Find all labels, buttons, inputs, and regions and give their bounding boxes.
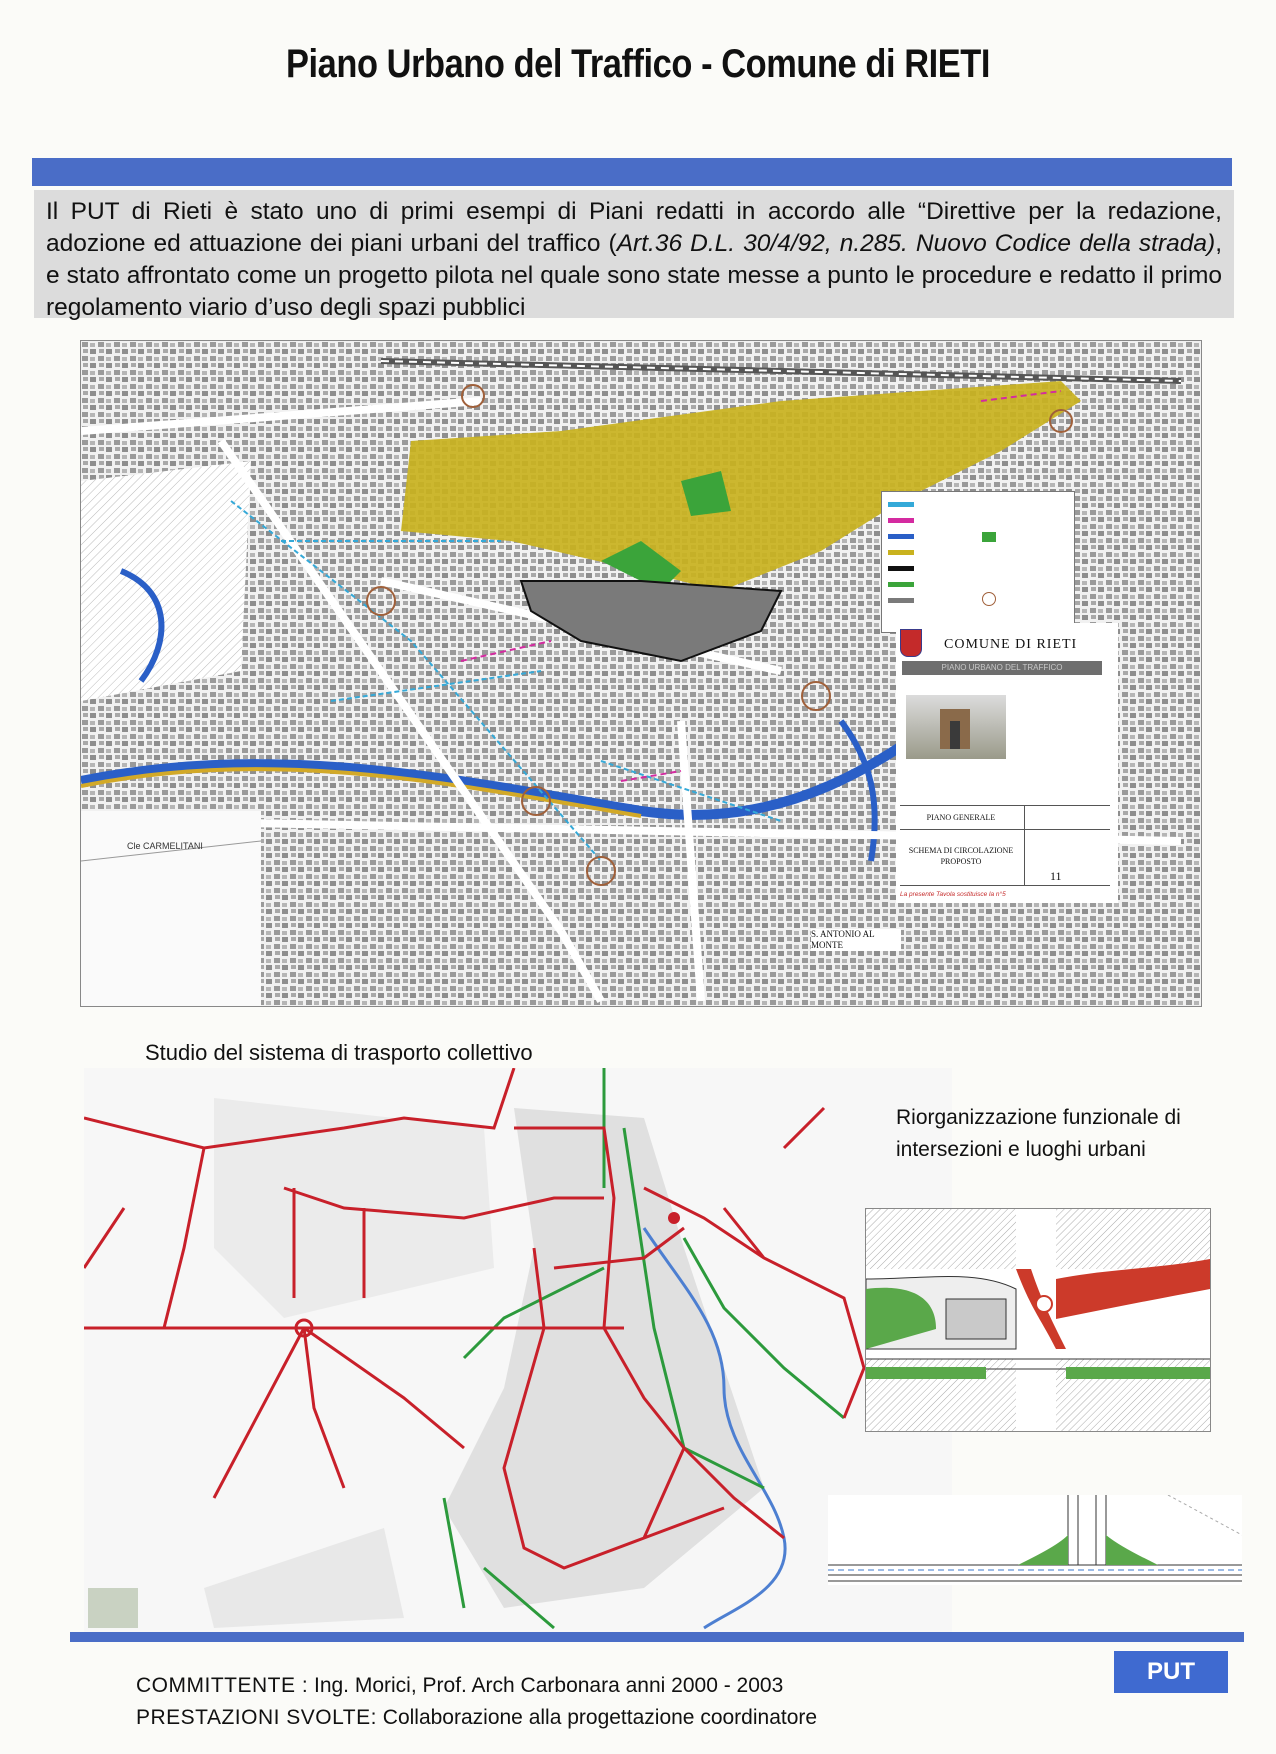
prestazioni-value: Collaborazione alla progettazione coordinatore	[376, 1706, 818, 1729]
map-legend	[881, 491, 1075, 633]
transport-map	[84, 1068, 952, 1632]
road-section-inset	[828, 1495, 1242, 1585]
traffic-plan-map	[80, 340, 1202, 1007]
intersections-caption: Riorganizzazione funzionale di intersezioni e luoghi urbani	[896, 1106, 1181, 1161]
bottom-divider-bar	[70, 1632, 1244, 1642]
legend-roundabout-symbol	[982, 592, 996, 606]
legend-row	[888, 598, 914, 608]
svg-text:Cle CARMELITANI: Cle CARMELITANI	[127, 841, 203, 851]
committente-value: Ing. Morici, Prof. Arch Carbonara anni 2000 - 2003	[308, 1674, 784, 1697]
legend-row	[888, 534, 914, 544]
prestazioni-line	[136, 1706, 817, 1730]
transport-study-caption: Studio del sistema di trasporto collettivo	[145, 1040, 533, 1065]
piano-generale-label: PIANO GENERALE	[926, 813, 996, 822]
tavola-number: 11	[1050, 869, 1062, 883]
intro-paragraph	[34, 190, 1234, 321]
committente-label: COMMITTENTE :	[136, 1674, 309, 1697]
map-title-block	[896, 623, 1118, 903]
rieti-coat-of-arms-icon	[900, 629, 922, 657]
page-title: Piano Urbano del Traffico - Comune di RIETI	[286, 42, 990, 86]
intro-text-italic: Art.36 D.L. 30/4/92, n.285. Nuovo Codice della strada)	[616, 230, 1216, 257]
top-divider-bar	[32, 158, 1232, 186]
transport-network-drawing	[84, 1068, 952, 1632]
intersection-drawing	[866, 1209, 1210, 1431]
santantonio-label: S. ANTONIO AL MONTE	[811, 929, 901, 951]
intro-text-2: , e stato affrontato come un progetto pilota nel quale sono state messe a punto le procedure e redatto il primo regolamento viario d’uso degli spazi pubblici	[46, 230, 1222, 321]
piano-urbano-bar: PIANO URBANO DEL TRAFFICO	[902, 661, 1102, 675]
road-section-drawing	[828, 1495, 1242, 1585]
legend-row	[888, 566, 914, 576]
legend-green-swatch	[982, 532, 996, 542]
put-badge: PUT	[1114, 1651, 1228, 1693]
legend-row	[888, 582, 914, 592]
schema-label: SCHEMA DI CIRCOLAZIONE PROPOSTO	[908, 846, 1014, 866]
legend-row	[888, 518, 914, 528]
intersection-plan-inset	[865, 1208, 1211, 1432]
legend-row	[888, 550, 914, 560]
comune-label: COMUNE DI RIETI	[944, 637, 1078, 652]
committente-line	[136, 1674, 783, 1698]
prestazioni-label: PRESTAZIONI SVOLTE:	[136, 1706, 377, 1729]
intro-text-1: Il PUT di Rieti è stato uno di primi esempi di Piani redatti in accordo alle “Direttive per la redazione, adozione ed attuazione dei piani urbani del traffico (	[46, 198, 1222, 257]
legend-row	[888, 502, 914, 512]
tavola-note: La presente Tavola sostituisce la n°5	[900, 891, 1006, 898]
monument-photo	[906, 695, 1006, 759]
